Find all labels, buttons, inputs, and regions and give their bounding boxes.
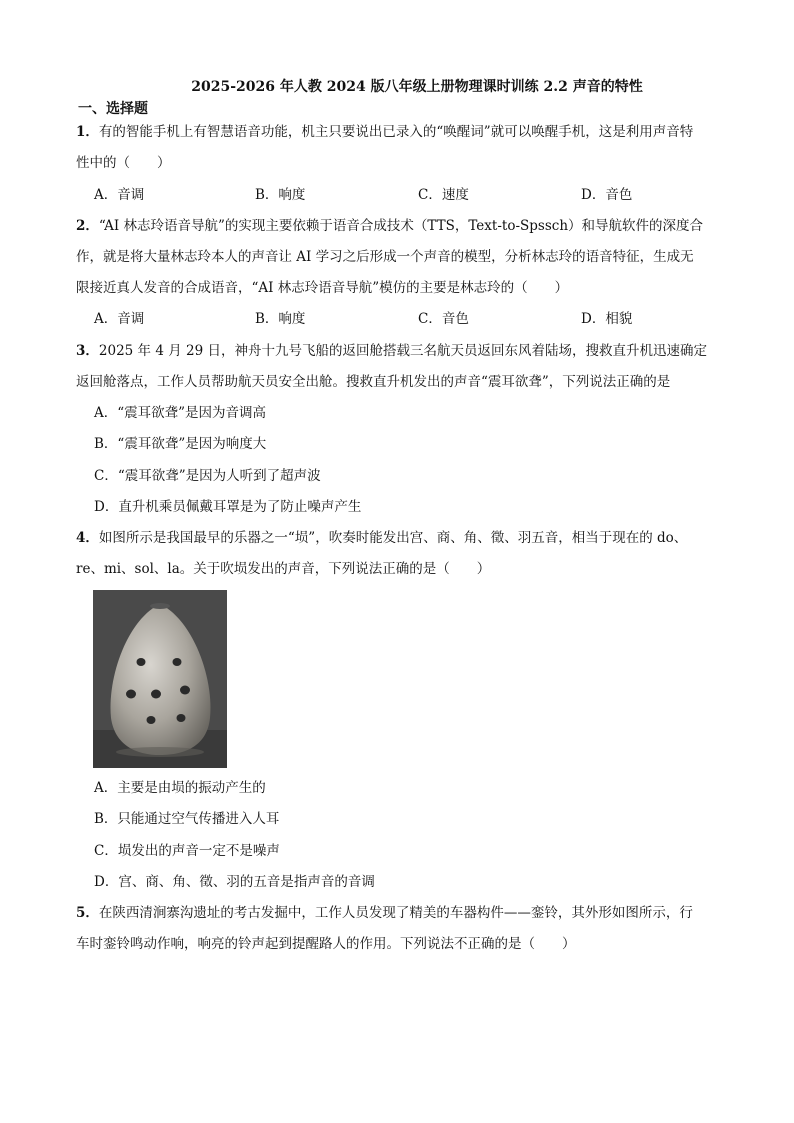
option-c[interactable]: C．速度 <box>418 187 469 203</box>
section-heading: 一、选择题 <box>78 101 148 117</box>
option-d[interactable]: D．直升机乘员佩戴耳罩是为了防止噪声产生 <box>94 499 362 515</box>
question-text: 有的智能手机上有智慧语音功能，机主只要说出已录入的“唤醒词”就可以唤醒手机，这是利用声音特 <box>98 124 694 140</box>
question-number: 3． <box>76 343 99 359</box>
question-number: 5． <box>76 905 99 921</box>
question-3-line-2: 返回舱落点，工作人员帮助航天员安全出舱。搜救直升机发出的声音“震耳欲聋”，下列说法正确的是 <box>76 374 671 390</box>
question-text: “AI 林志玲语音导航”的实现主要依赖于语音合成技术（TTS，Text-to-Spssch）和导航软件的深度合 <box>98 218 704 234</box>
question-1-line-2: 性中的（ ） <box>76 155 171 171</box>
question-5-line-2: 车时銮铃鸣动作响，响亮的铃声起到提醒路人的作用。下列说法不正确的是（ ） <box>76 936 576 952</box>
option-c[interactable]: C．埙发出的声音一定不是噪声 <box>94 843 280 859</box>
question-text: 2025 年 4 月 29 日，神舟十九号飞船的返回舱搭载三名航天员返回东风着陆场，搜救直升机迅速确定 <box>98 343 707 359</box>
option-a[interactable]: A．“震耳欲聋”是因为音调高 <box>94 405 267 421</box>
question-text: 如图所示是我国最早的乐器之一“埙”，吹奏时能发出宫、商、角、徵、羽五音，相当于现在的 do、 <box>98 530 688 546</box>
question-4-line-2: re、mi、sol、la。关于吹埙发出的声音，下列说法正确的是（ ） <box>76 561 491 577</box>
option-d[interactable]: D．相貌 <box>581 311 633 327</box>
xun-illustration <box>93 590 227 768</box>
option-a[interactable]: A．音调 <box>94 187 145 203</box>
question-2-line-2: 作，就是将大量林志玲本人的声音让 AI 学习之后形成一个声音的模型，分析林志玲的语音特征，生成无 <box>76 249 694 265</box>
question-number: 4． <box>76 530 99 546</box>
page-title: 2025-2026 年人教 2024 版八年级上册物理课时训练 2.2 声音的特性 <box>191 79 643 95</box>
option-a[interactable]: A．主要是由埙的振动产生的 <box>94 780 266 796</box>
option-a[interactable]: A．音调 <box>94 311 145 327</box>
question-4-line-1 <box>76 528 726 548</box>
question-5-line-1 <box>76 903 726 923</box>
option-c[interactable]: C．“震耳欲聋”是因为人听到了超声波 <box>94 468 321 484</box>
question-3-line-1 <box>76 341 726 361</box>
question-number: 1． <box>76 124 99 140</box>
xun-instrument-image <box>93 590 227 768</box>
option-b[interactable]: B．“震耳欲聋”是因为响度大 <box>94 436 267 452</box>
option-b[interactable]: B．只能通过空气传播进入人耳 <box>94 811 280 827</box>
question-number: 2． <box>76 218 99 234</box>
option-b[interactable]: B．响度 <box>255 187 306 203</box>
option-c[interactable]: C．音色 <box>418 311 469 327</box>
question-1-line-1 <box>76 122 726 142</box>
option-d[interactable]: D．宫、商、角、徵、羽的五音是指声音的音调 <box>94 874 375 890</box>
option-b[interactable]: B．响度 <box>255 311 306 327</box>
question-text: 在陕西清涧寨沟遗址的考古发掘中，工作人员发现了精美的车器构件——銮铃，其外形如图所示，行 <box>98 905 693 921</box>
option-d[interactable]: D．音色 <box>581 187 633 203</box>
question-2-line-1 <box>76 216 726 236</box>
question-2-line-3: 限接近真人发音的合成语音，“AI 林志玲语音导航”模仿的主要是林志玲的（ ） <box>76 280 569 296</box>
